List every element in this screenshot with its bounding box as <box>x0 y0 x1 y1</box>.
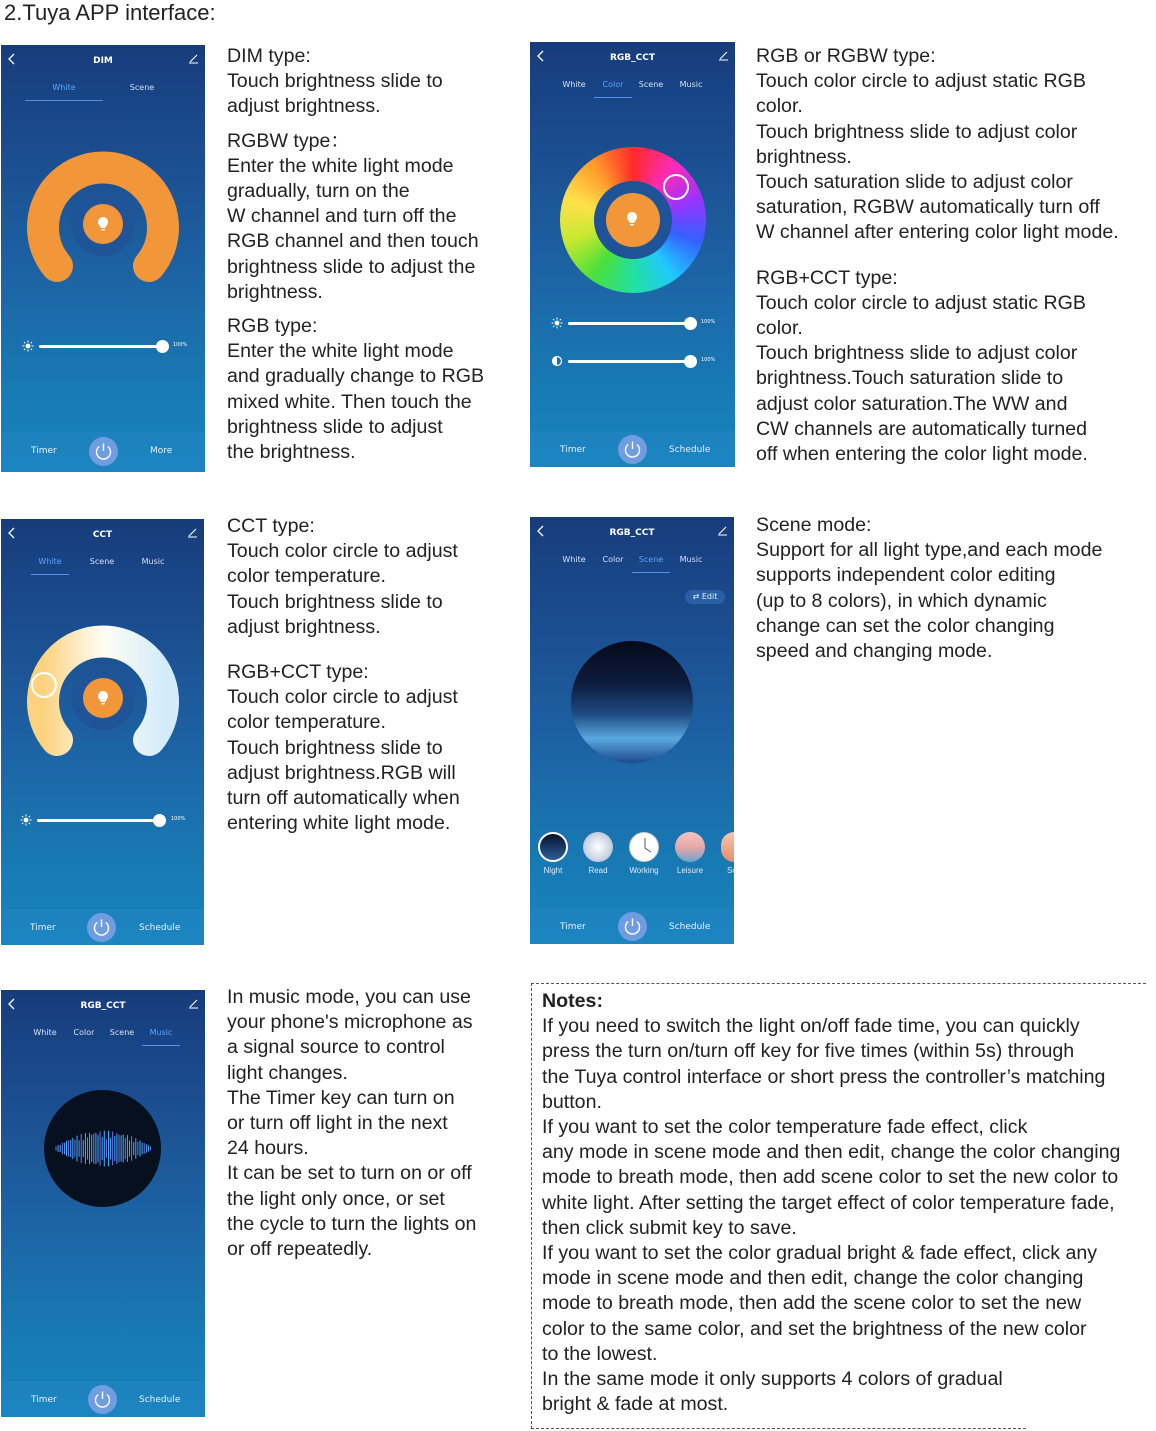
slider-knob[interactable] <box>684 317 697 330</box>
device-title: DIM <box>93 56 113 66</box>
music-visualizer <box>44 1090 161 1207</box>
notes-line: press the turn on/turn off key for five times (within 5s) through <box>542 1040 1075 1063</box>
slider-track <box>568 360 692 363</box>
bottom-bar <box>530 908 734 944</box>
tab-music[interactable]: Music <box>679 555 703 564</box>
text-line: light changes. <box>227 1061 348 1084</box>
phone-music-screen <box>1 990 205 1417</box>
device-title: RGB_CCT <box>609 53 656 63</box>
tab-scene[interactable]: Scene <box>638 555 664 564</box>
notes-line: button. <box>542 1090 602 1113</box>
text-line: It can be set to turn on or off <box>227 1162 472 1185</box>
tab-white[interactable]: White <box>33 1028 57 1037</box>
sound-wave-icon <box>44 1090 161 1207</box>
text-line: change can set the color changing <box>756 614 1055 637</box>
text-line: CCT type: <box>227 515 315 537</box>
edit-icon[interactable] <box>187 527 198 538</box>
scene-leisure-thumb[interactable] <box>675 832 705 862</box>
top-bar <box>530 517 734 547</box>
text-line: adjust brightness. <box>227 95 381 118</box>
clock-icon <box>630 833 660 863</box>
notes-line: mode to breath mode, then add scene color to set the new color to <box>542 1166 1119 1189</box>
device-title: RGB_CCT <box>609 528 655 538</box>
bulb-icon[interactable] <box>97 690 109 706</box>
text-line: adjust brightness. <box>227 615 381 638</box>
scene-night-thumb[interactable] <box>538 832 568 862</box>
text-line: the brightness. <box>227 441 356 464</box>
scene-preview-night <box>571 641 693 763</box>
text-line: Touch brightness slide to <box>227 590 443 613</box>
notes-line: mode in scene mode and then edit, change the color changing <box>542 1267 1084 1290</box>
text-line: adjust color saturation.The WW and <box>756 392 1068 415</box>
notes-line: bright & fade at most. <box>542 1393 729 1416</box>
edit-scene-button[interactable]: ⇄ Edit <box>685 590 725 604</box>
notes-box <box>531 983 1146 1429</box>
slider-knob[interactable] <box>156 340 169 353</box>
notes-line: If you want to set the color temperature fade effect, click <box>542 1116 1028 1139</box>
scene-label-read: Read <box>588 866 608 875</box>
slider-track <box>568 322 692 325</box>
bottom-bar <box>1 1381 205 1417</box>
mode-tabs <box>530 553 734 577</box>
notes-line: If you want to set the color gradual bright & fade effect, click any <box>542 1242 1098 1265</box>
phone-scene-screen <box>530 517 737 944</box>
tab-color[interactable]: Color <box>602 80 624 89</box>
text-line: off when entering the color light mode. <box>756 443 1088 466</box>
text-line: Enter the white light mode <box>227 154 454 177</box>
text-line: supports independent color editing <box>756 564 1056 587</box>
text-line: In music mode, you can use <box>227 986 471 1008</box>
slider-track <box>39 345 163 348</box>
slider-value: 100% <box>701 319 716 325</box>
text-line: W channel and turn off the <box>227 205 457 228</box>
bulb-icon[interactable] <box>97 216 109 232</box>
text-line: a signal source to control <box>227 1036 445 1059</box>
text-line: speed and changing mode. <box>756 640 993 663</box>
text-line: RGB or RGBW type: <box>756 45 936 67</box>
text-line: color temperature. <box>227 565 386 588</box>
notes-line: mode to breath mode, then add the scene color to set the new <box>542 1292 1082 1315</box>
schedule-button[interactable]: Schedule <box>139 1395 181 1405</box>
tab-scene[interactable]: Scene <box>638 80 664 89</box>
text-line: Touch brightness slide to adjust color <box>756 120 1078 143</box>
rgb-description <box>756 44 1119 467</box>
notes-content <box>542 989 1120 1417</box>
text-line: entering white light mode. <box>227 812 451 835</box>
page-heading: 2.Tuya APP interface: <box>4 0 216 25</box>
active-tab-underline <box>25 100 103 101</box>
slider-value: 100% <box>171 816 186 822</box>
sun-icon <box>22 340 34 352</box>
top-bar <box>1 45 205 75</box>
bottom-bar <box>1 432 205 472</box>
power-icon <box>618 912 647 941</box>
bulb-icon <box>626 211 638 227</box>
text-line: Enter the white light mode <box>227 340 454 363</box>
text-line: and gradually change to RGB <box>227 365 485 388</box>
text-line: Touch brightness slide to adjust color <box>756 342 1078 365</box>
text-line: Touch color circle to adjust static RGB <box>756 70 1086 93</box>
notes-line: In the same mode it only supports 4 colors of gradual <box>542 1368 1003 1391</box>
tab-music[interactable]: Music <box>149 1028 173 1037</box>
timer-button[interactable]: Timer <box>31 1395 57 1405</box>
text-line: Touch brightness slide to <box>227 70 443 93</box>
music-description <box>227 985 476 1262</box>
text-line: (up to 8 colors), in which dynamic <box>756 589 1047 612</box>
sun-icon <box>20 814 32 826</box>
scene-working-thumb[interactable] <box>629 832 659 862</box>
bottom-bar <box>530 431 735 467</box>
text-line: W channel after entering color light mode. <box>756 221 1119 244</box>
text-line: RGBW type： <box>227 129 351 152</box>
text-line: RGB+CCT type: <box>756 266 898 289</box>
edit-icon[interactable] <box>718 50 729 61</box>
text-line: RGB type: <box>227 315 318 338</box>
tab-white[interactable]: White <box>38 557 62 566</box>
text-line: color temperature. <box>227 711 386 734</box>
timer-button[interactable]: Timer <box>560 922 586 932</box>
text-line: RGB channel and then touch <box>227 230 479 253</box>
text-line: Scene mode: <box>756 514 872 536</box>
tab-color[interactable]: Color <box>73 1028 95 1037</box>
text-line: Touch color circle to adjust <box>227 686 458 709</box>
slider-knob[interactable] <box>684 355 697 368</box>
text-line: brightness. <box>227 280 323 303</box>
schedule-button[interactable]: Schedule <box>669 922 711 932</box>
notes-bottom-border <box>531 1428 1026 1429</box>
text-line: The Timer key can turn on <box>227 1086 455 1109</box>
slider-value: 100% <box>173 342 188 348</box>
saturation-icon <box>551 355 563 367</box>
text-line: color. <box>756 95 803 118</box>
tab-white[interactable]: White <box>52 83 76 92</box>
top-bar <box>530 42 735 72</box>
text-line: Touch brightness slide to <box>227 736 443 759</box>
phone-cct-screen <box>1 519 204 945</box>
saturation-slider[interactable] <box>530 353 735 369</box>
tab-color[interactable]: Color <box>602 555 624 564</box>
slider-track <box>37 819 161 822</box>
text-line: Touch color circle to adjust static RGB <box>756 291 1086 314</box>
text-line: your phone's microphone as <box>227 1011 473 1034</box>
power-icon <box>618 435 647 464</box>
tab-white[interactable]: White <box>562 555 586 564</box>
notes-line: then click submit key to save. <box>542 1216 797 1239</box>
slider-knob[interactable] <box>153 814 166 827</box>
active-tab-underline <box>632 572 670 573</box>
top-bar <box>1 990 205 1020</box>
tab-scene[interactable]: Scene <box>89 557 115 566</box>
tab-music[interactable]: Music <box>141 557 165 566</box>
notes-line: to the lowest. <box>542 1342 658 1365</box>
text-line: mixed white. Then touch the <box>227 390 472 413</box>
device-title: RGB_CCT <box>80 1001 126 1011</box>
phone-dim-screen <box>1 45 205 472</box>
text-line: the light only once, or set <box>227 1187 445 1210</box>
phone-color-screen <box>530 42 735 467</box>
edit-icon[interactable] <box>188 53 199 64</box>
text-line: brightness slide to adjust <box>227 415 443 438</box>
text-line: or turn off light in the next <box>227 1112 448 1135</box>
mode-tabs <box>1 555 204 579</box>
scene-label-night: Night <box>543 866 563 875</box>
schedule-button[interactable]: Schedule <box>669 445 711 455</box>
edit-icon[interactable] <box>188 998 199 1009</box>
slider-value: 100% <box>701 357 716 363</box>
brightness-slider[interactable] <box>1 812 204 828</box>
text-line: gradually, turn on the <box>227 180 410 203</box>
power-icon <box>89 437 118 466</box>
scene-label-working: Working <box>629 866 659 875</box>
text-line: color. <box>756 317 803 340</box>
notes-title: Notes: <box>542 990 603 1012</box>
notes-line: If you need to switch the light on/off fade time, you can quickly <box>542 1015 1080 1038</box>
mode-tabs <box>1 1026 205 1050</box>
mode-tabs <box>530 78 735 102</box>
power-icon <box>88 1385 117 1414</box>
timer-button[interactable]: Timer <box>560 445 586 455</box>
schedule-button[interactable]: Schedule <box>139 923 181 933</box>
cct-description <box>227 514 460 836</box>
tab-white[interactable]: White <box>562 80 586 89</box>
scene-label-leisure: Leisure <box>676 866 704 875</box>
text-line: Touch saturation slide to adjust color <box>756 171 1073 194</box>
active-tab-underline <box>142 1045 180 1046</box>
power-button[interactable] <box>89 437 118 466</box>
text-line: adjust brightness.RGB will <box>227 761 456 784</box>
text-line: brightness. <box>756 145 852 168</box>
text-line: CW channels are automatically turned <box>756 417 1088 440</box>
brightness-slider[interactable] <box>1 338 205 354</box>
text-line: Support for all light type,and each mode <box>756 539 1103 562</box>
text-line: the cycle to turn the lights on <box>227 1212 477 1235</box>
scene-label-partial: Sc <box>727 866 737 875</box>
dim-description <box>227 44 484 465</box>
tab-scene[interactable]: Scene <box>109 1028 135 1037</box>
active-tab-underline <box>594 97 632 98</box>
text-line: RGB+CCT type: <box>227 661 369 684</box>
mode-tabs <box>1 81 205 105</box>
text-line: brightness.Touch saturation slide to <box>756 367 1064 390</box>
brightness-slider[interactable] <box>530 315 735 331</box>
color-picker-handle[interactable] <box>663 174 689 200</box>
bottom-bar <box>1 909 204 945</box>
tab-scene[interactable]: Scene <box>129 83 155 92</box>
scene-description <box>756 513 1102 664</box>
edit-icon[interactable] <box>717 525 728 536</box>
text-line: DIM type: <box>227 45 311 67</box>
active-tab-underline <box>31 574 69 575</box>
power-button[interactable] <box>88 1385 117 1414</box>
power-button[interactable] <box>87 913 116 942</box>
notes-line: color to the same color, and set the brightness of the new color <box>542 1317 1087 1340</box>
power-button[interactable] <box>618 912 647 941</box>
tab-music[interactable]: Music <box>679 80 703 89</box>
power-icon <box>87 913 116 942</box>
notes-line: any mode in scene mode and then edit, change the color changing <box>542 1141 1121 1164</box>
text-line: 24 hours. <box>227 1137 309 1160</box>
timer-button[interactable]: Timer <box>31 446 57 456</box>
notes-line: white light. After setting the target effect of color temperature fade, <box>542 1191 1115 1214</box>
timer-button[interactable]: Timer <box>30 923 56 933</box>
sun-icon <box>551 317 563 329</box>
text-line: Touch color circle to adjust <box>227 540 458 563</box>
scene-read-thumb[interactable] <box>583 832 613 862</box>
text-line: saturation, RGBW automatically turn off <box>756 196 1100 219</box>
text-line: turn off automatically when <box>227 787 460 810</box>
text-line: or off repeatedly. <box>227 1238 373 1261</box>
more-button[interactable]: More <box>150 446 173 456</box>
notes-line: the Tuya control interface or short press the controller’s matching <box>542 1065 1106 1088</box>
text-line: brightness slide to adjust the <box>227 255 476 278</box>
power-button[interactable] <box>618 435 647 464</box>
device-title: CCT <box>92 530 113 540</box>
top-bar <box>1 519 204 549</box>
